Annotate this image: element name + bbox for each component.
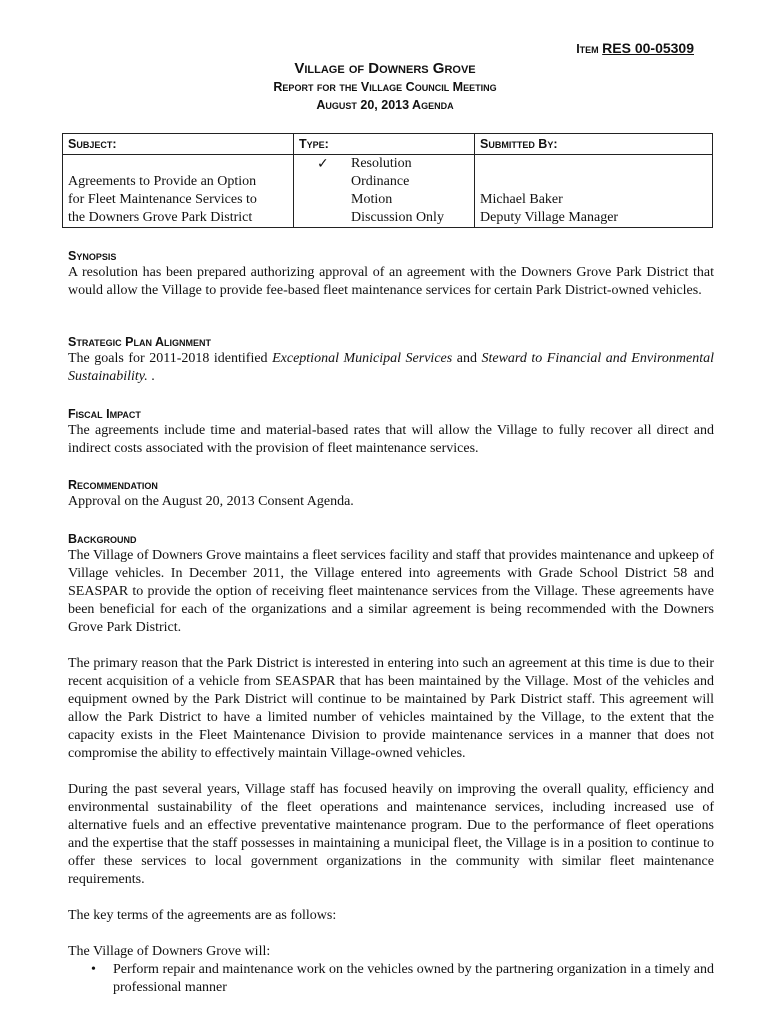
recommendation-text: Approval on the August 20, 2013 Consent Agenda. [68, 494, 354, 509]
subject-cell [63, 155, 294, 228]
type-discussion: Discussion Only [351, 210, 444, 225]
background-paragraph: The Village of Downers Grove maintains a fleet services facility and staff that provides maintenance and upkeep of Village vehicles. In December 2011, the Village entered into agreements with Grade School District 58 and SEASPAR to provide the option of receiving fleet maintenance services from the Village. These agreements have been beneficial for each of the organizations and a similar agreement is being recommended with the Downers Grove Park District. [68, 548, 714, 635]
type-cell [294, 155, 475, 228]
item-number [576, 40, 694, 56]
org-title: Village of Downers Grove [294, 60, 476, 77]
submitter-title: Deputy Village Manager [480, 210, 619, 225]
type-label: Type: [294, 134, 475, 155]
recommendation-section [68, 477, 714, 511]
subject-line: for Fleet Maintenance Services to [68, 192, 257, 207]
bullet-icon: • [91, 962, 96, 977]
subject-line: the Downers Grove Park District [68, 210, 253, 225]
background-paragraph: The Village of Downers Grove will: [68, 944, 271, 959]
item-res-number: RES 00-05309 [602, 40, 694, 56]
list-item: • Perform repair and maintenance work on the vehicles owned by the partnering organization in a timely and professional manner [91, 962, 714, 995]
meta-table [62, 133, 713, 228]
type-ordinance: Ordinance [351, 174, 410, 189]
key-terms-list [68, 961, 714, 997]
item-prefix: Item [576, 42, 599, 56]
strategic-heading: Strategic Plan Alignment [68, 335, 212, 349]
synopsis-heading: Synopsis [68, 249, 117, 263]
strategic-section [68, 334, 714, 386]
subject-line: Agreements to Provide an Option [68, 174, 257, 189]
type-resolution: Resolution [351, 156, 412, 171]
background-section [68, 531, 714, 997]
recommendation-heading: Recommendation [68, 478, 158, 492]
report-header [0, 60, 770, 114]
subject-label: Subject: [63, 134, 294, 155]
background-heading: Background [68, 532, 137, 546]
synopsis-section [68, 248, 714, 300]
background-paragraph: The key terms of the agreements are as follows: [68, 908, 337, 923]
background-paragraph: The primary reason that the Park District is interested in entering into such an agreement at this time is due to their recent acquisition of a vehicle from SEASPAR that has been maintained by the Village. Most of the vehicles and equipment owned by the Park District will continue to be maintained by Park District staff. This agreement will allow the Park District to have a limited number of vehicles maintained by the Village, to the extent that the capacity exists in the Fleet Maintenance Division to provide maintenance services in a manner that does not compromise the ability to effectively maintain Village-owned vehicles. [68, 656, 714, 761]
synopsis-text: A resolution has been prepared authorizing approval of an agreement with the Downers Grove Park District that would allow the Village to provide fee-based fleet maintenance services for certain Park District-owned vehicles. [68, 265, 714, 298]
type-motion: Motion [351, 192, 393, 207]
submitted-label: Submitted By: [475, 134, 713, 155]
submitter-name: Michael Baker [480, 192, 563, 207]
strategic-text: The goals for 2011-2018 identified Exceptional Municipal Services and Steward to Financial and Environmental Sustainability. . [68, 351, 714, 384]
fiscal-heading: Fiscal Impact [68, 407, 141, 421]
submitted-cell [475, 155, 713, 228]
fiscal-text: The agreements include time and material-based rates that will allow the Village to fully recover all direct and indirect costs associated with the provision of fleet maintenance services. [68, 423, 714, 456]
agenda-date: August 20, 2013 Agenda [316, 98, 454, 112]
checkmark-icon: ✓ [317, 156, 329, 172]
fiscal-section [68, 406, 714, 458]
background-paragraph: During the past several years, Village staff has focused heavily on improving the overall quality, efficiency and environmental sustainability of the fleet operations and maintenance services, including increased use of alternative fuels and an effective preventative maintenance program. Due to the performance of fleet operations and the expertise that the staff possesses in maintaining a municipal fleet, the Village is in a position to continue to offer these services to local government organizations in the community with similar fleet maintenance requirements. [68, 782, 714, 887]
report-title: Report for the Village Council Meeting [273, 80, 497, 94]
